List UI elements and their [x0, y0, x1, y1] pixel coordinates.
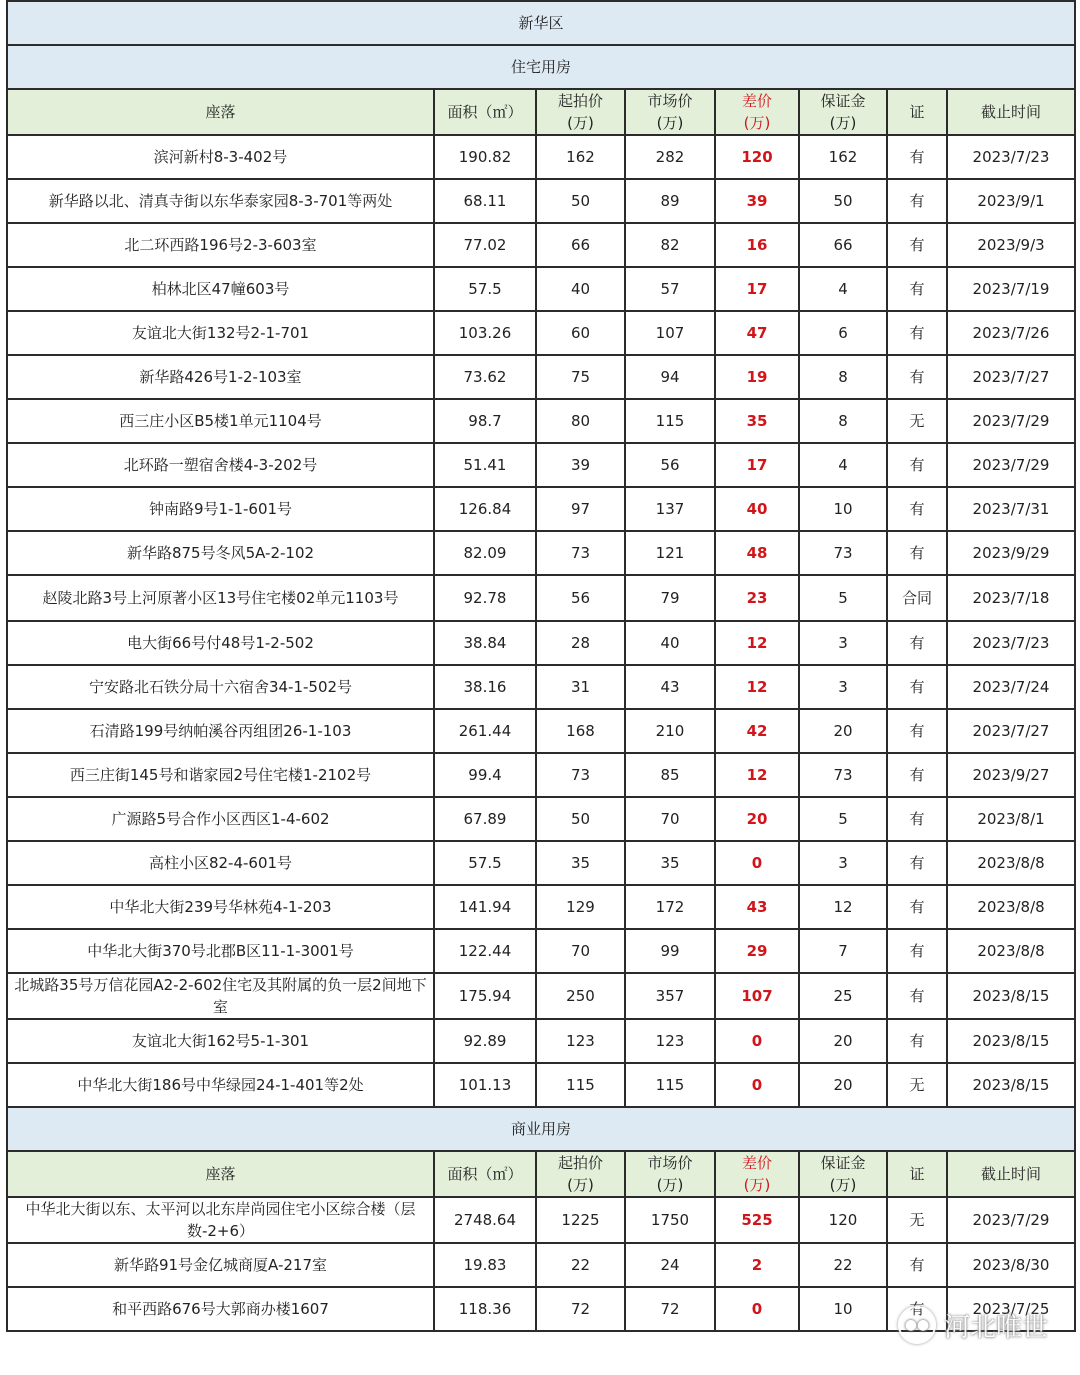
cell-deadline: 2023/7/23: [947, 135, 1075, 179]
cell-deposit: 50: [799, 179, 887, 223]
cell-market-price: 82: [625, 223, 715, 267]
cell-deposit: 3: [799, 621, 887, 665]
cell-start-price: 162: [536, 135, 625, 179]
cell-deposit: 8: [799, 355, 887, 399]
cell-start-price: 40: [536, 267, 625, 311]
cell-diff: 120: [715, 135, 799, 179]
cell-start-price: 72: [536, 1287, 625, 1331]
header-line: (万): [743, 1176, 771, 1194]
cell-diff: 35: [715, 399, 799, 443]
header-cert: 证: [887, 1151, 947, 1197]
cell-deadline: 2023/7/26: [947, 311, 1075, 355]
header-line: 起拍价: [557, 92, 603, 110]
cell-location: 中华北大街239号华林苑4-1-203: [7, 885, 434, 929]
header-area: 面积（㎡）: [434, 89, 536, 135]
cell-area: 19.83: [434, 1243, 536, 1287]
cell-cert: 有: [887, 709, 947, 753]
cell-deposit: 73: [799, 753, 887, 797]
header-start-price: [536, 1151, 625, 1197]
cell-deadline: 2023/7/25: [947, 1287, 1075, 1331]
cell-location: 新华路426号1-2-103室: [7, 355, 434, 399]
cell-area: 261.44: [434, 709, 536, 753]
cell-cert: 有: [887, 841, 947, 885]
header-deposit: [799, 89, 887, 135]
cell-market-price: 210: [625, 709, 715, 753]
header-line: 起拍价: [557, 1154, 603, 1172]
cell-location: 友谊北大街162号5-1-301: [7, 1019, 434, 1063]
section-title: 商业用房: [7, 1107, 1075, 1151]
auction-table: [6, 0, 1076, 1332]
cell-diff: 0: [715, 1019, 799, 1063]
header-line: (万): [567, 114, 594, 132]
cell-market-price: 57: [625, 267, 715, 311]
cell-start-price: 123: [536, 1019, 625, 1063]
cell-deposit: 25: [799, 973, 887, 1019]
watermark: [898, 1306, 1048, 1344]
header-deadline: 截止时间: [947, 1151, 1075, 1197]
cell-deposit: 20: [799, 1019, 887, 1063]
cell-deadline: 2023/7/31: [947, 487, 1075, 531]
cell-diff: 19: [715, 355, 799, 399]
cell-diff: 47: [715, 311, 799, 355]
cell-location: 新华路91号金亿城商厦A-217室: [7, 1243, 434, 1287]
header-location: 座落: [7, 1151, 434, 1197]
header-diff: [715, 1151, 799, 1197]
watermark-text: 河北唯世: [943, 1312, 1048, 1343]
cell-deposit: 12: [799, 885, 887, 929]
table-row: [7, 399, 1075, 443]
cell-market-price: 85: [625, 753, 715, 797]
cell-diff: 17: [715, 267, 799, 311]
cell-location: 和平西路676号大郭商办楼1607: [7, 1287, 434, 1331]
cell-diff: 48: [715, 531, 799, 575]
cell-area: 101.13: [434, 1063, 536, 1107]
cell-location: 钟南路9号1-1-601号: [7, 487, 434, 531]
cell-start-price: 56: [536, 575, 625, 621]
cell-market-price: 79: [625, 575, 715, 621]
cell-cert: 有: [887, 797, 947, 841]
cell-area: 38.16: [434, 665, 536, 709]
cell-deposit: 3: [799, 665, 887, 709]
cell-start-price: 66: [536, 223, 625, 267]
cell-diff: 16: [715, 223, 799, 267]
table-row: [7, 267, 1075, 311]
header-line: (万): [656, 114, 684, 132]
cell-start-price: 250: [536, 973, 625, 1019]
cell-market-price: 121: [625, 531, 715, 575]
header-line: 保证金: [820, 92, 866, 110]
cell-area: 57.5: [434, 841, 536, 885]
cell-start-price: 73: [536, 531, 625, 575]
cell-deposit: 6: [799, 311, 887, 355]
header-market-price: [625, 89, 715, 135]
cell-deadline: 2023/9/3: [947, 223, 1075, 267]
cell-location: 电大街66号付48号1-2-502: [7, 621, 434, 665]
cell-diff: 39: [715, 179, 799, 223]
cell-diff: 20: [715, 797, 799, 841]
header-deposit: [799, 1151, 887, 1197]
cell-deposit: 162: [799, 135, 887, 179]
cell-deposit: 4: [799, 443, 887, 487]
cell-start-price: 1225: [536, 1197, 625, 1243]
cell-market-price: 40: [625, 621, 715, 665]
cell-cert: 有: [887, 665, 947, 709]
cell-area: 68.11: [434, 179, 536, 223]
cell-deadline: 2023/7/29: [947, 399, 1075, 443]
cell-market-price: 35: [625, 841, 715, 885]
cell-diff: 107: [715, 973, 799, 1019]
cell-cert: 有: [887, 1243, 947, 1287]
cell-start-price: 31: [536, 665, 625, 709]
cell-cert: 有: [887, 443, 947, 487]
cell-market-price: 137: [625, 487, 715, 531]
cell-area: 57.5: [434, 267, 536, 311]
cell-deposit: 10: [799, 487, 887, 531]
cell-diff: 0: [715, 1063, 799, 1107]
cell-cert: 有: [887, 621, 947, 665]
table-row: [7, 665, 1075, 709]
table-body: [7, 1, 1075, 1331]
cell-location: 石清路199号纳帕溪谷丙组团26-1-103: [7, 709, 434, 753]
cell-deadline: 2023/8/1: [947, 797, 1075, 841]
cell-location: 赵陵北路3号上河原著小区13号住宅楼02单元1103号: [7, 575, 434, 621]
cell-location: 友谊北大街132号2-1-701: [7, 311, 434, 355]
cell-location: 新华路以北、清真寺街以东华泰家园8-3-701等两处: [7, 179, 434, 223]
cell-location: 宁安路北石铁分局十六宿舍34-1-502号: [7, 665, 434, 709]
cell-diff: 12: [715, 753, 799, 797]
cell-start-price: 35: [536, 841, 625, 885]
table-row: [7, 575, 1075, 621]
cell-location: 中华北大街以东、太平河以北东岸尚园住宅小区综合楼（层数-2+6）: [7, 1197, 434, 1243]
cell-location: 新华路875号冬风5A-2-102: [7, 531, 434, 575]
cell-diff: 0: [715, 841, 799, 885]
cell-location: 北二环西路196号2-3-603室: [7, 223, 434, 267]
table-row: [7, 753, 1075, 797]
cell-start-price: 50: [536, 179, 625, 223]
cell-location: 滨河新村8-3-402号: [7, 135, 434, 179]
cell-deadline: 2023/7/27: [947, 709, 1075, 753]
cell-deadline: 2023/7/19: [947, 267, 1075, 311]
cell-cert: 有: [887, 179, 947, 223]
table-row: [7, 929, 1075, 973]
cell-deposit: 10: [799, 1287, 887, 1331]
header-line: (万): [829, 114, 857, 132]
cell-deadline: 2023/9/27: [947, 753, 1075, 797]
cell-start-price: 80: [536, 399, 625, 443]
cell-deadline: 2023/9/29: [947, 531, 1075, 575]
cell-start-price: 70: [536, 929, 625, 973]
cell-deposit: 3: [799, 841, 887, 885]
table-row: [7, 443, 1075, 487]
cell-market-price: 1750: [625, 1197, 715, 1243]
header-row: [7, 89, 1075, 135]
header-market-price: [625, 1151, 715, 1197]
cell-cert: 有: [887, 1019, 947, 1063]
cell-diff: 17: [715, 443, 799, 487]
cell-cert: 有: [887, 267, 947, 311]
cell-area: 99.4: [434, 753, 536, 797]
cell-area: 67.89: [434, 797, 536, 841]
header-line: (万): [743, 114, 771, 132]
cell-deposit: 120: [799, 1197, 887, 1243]
cell-start-price: 129: [536, 885, 625, 929]
cell-market-price: 99: [625, 929, 715, 973]
header-line: (万): [829, 1176, 857, 1194]
table-row: [7, 135, 1075, 179]
cell-diff: 12: [715, 665, 799, 709]
header-line: 市场价: [647, 1154, 693, 1172]
cell-deadline: 2023/7/24: [947, 665, 1075, 709]
cell-cert: 有: [887, 1287, 947, 1331]
cell-location: 中华北大街370号北郡B区11-1-3001号: [7, 929, 434, 973]
cell-diff: 43: [715, 885, 799, 929]
cell-cert: 有: [887, 135, 947, 179]
cell-cert: 有: [887, 885, 947, 929]
section-title: 住宅用房: [7, 45, 1075, 89]
cell-market-price: 70: [625, 797, 715, 841]
header-line: 差价: [741, 1154, 772, 1172]
cell-deposit: 5: [799, 575, 887, 621]
cell-deadline: 2023/8/15: [947, 1063, 1075, 1107]
cell-area: 82.09: [434, 531, 536, 575]
cell-diff: 42: [715, 709, 799, 753]
table-row: [7, 841, 1075, 885]
cell-area: 77.02: [434, 223, 536, 267]
cell-start-price: 168: [536, 709, 625, 753]
cell-diff: 525: [715, 1197, 799, 1243]
cell-area: 73.62: [434, 355, 536, 399]
header-location: 座落: [7, 89, 434, 135]
header-row: [7, 1151, 1075, 1197]
cell-market-price: 72: [625, 1287, 715, 1331]
cell-deposit: 4: [799, 267, 887, 311]
cell-deposit: 73: [799, 531, 887, 575]
section-title-row: [7, 1107, 1075, 1151]
district-title: 新华区: [7, 1, 1075, 45]
table-row: [7, 1063, 1075, 1107]
cell-market-price: 282: [625, 135, 715, 179]
cell-start-price: 115: [536, 1063, 625, 1107]
table-row: [7, 709, 1075, 753]
cell-deadline: 2023/7/23: [947, 621, 1075, 665]
cell-deadline: 2023/8/15: [947, 1019, 1075, 1063]
cell-area: 190.82: [434, 135, 536, 179]
cell-start-price: 28: [536, 621, 625, 665]
cell-location: 高柱小区82-4-601号: [7, 841, 434, 885]
cell-cert: 有: [887, 929, 947, 973]
cell-deposit: 8: [799, 399, 887, 443]
cell-deadline: 2023/7/18: [947, 575, 1075, 621]
header-line: 市场价: [647, 92, 693, 110]
cell-market-price: 24: [625, 1243, 715, 1287]
cell-cert: 有: [887, 355, 947, 399]
header-line: 差价: [741, 92, 772, 110]
cell-area: 38.84: [434, 621, 536, 665]
cell-market-price: 115: [625, 1063, 715, 1107]
cell-area: 2748.64: [434, 1197, 536, 1243]
header-start-price: [536, 89, 625, 135]
table-row: [7, 531, 1075, 575]
cell-location: 广源路5号合作小区西区1-4-602: [7, 797, 434, 841]
cell-market-price: 107: [625, 311, 715, 355]
cell-start-price: 39: [536, 443, 625, 487]
cell-market-price: 357: [625, 973, 715, 1019]
cell-deadline: 2023/7/27: [947, 355, 1075, 399]
cell-cert: 有: [887, 223, 947, 267]
cell-diff: 2: [715, 1243, 799, 1287]
table-row: [7, 797, 1075, 841]
cell-deadline: 2023/8/8: [947, 929, 1075, 973]
header-line: 保证金: [820, 1154, 866, 1172]
cell-start-price: 22: [536, 1243, 625, 1287]
cell-start-price: 50: [536, 797, 625, 841]
cell-cert: 合同: [887, 575, 947, 621]
cell-market-price: 115: [625, 399, 715, 443]
cell-area: 122.44: [434, 929, 536, 973]
header-line: (万): [656, 1176, 684, 1194]
cell-deposit: 66: [799, 223, 887, 267]
cell-cert: 有: [887, 531, 947, 575]
cell-start-price: 73: [536, 753, 625, 797]
table-row: [7, 487, 1075, 531]
cell-cert: 有: [887, 753, 947, 797]
cell-market-price: 89: [625, 179, 715, 223]
cell-deadline: 2023/7/29: [947, 443, 1075, 487]
cell-deposit: 20: [799, 1063, 887, 1107]
cell-market-price: 56: [625, 443, 715, 487]
table-row: [7, 223, 1075, 267]
cell-start-price: 75: [536, 355, 625, 399]
header-line: (万): [567, 1176, 594, 1194]
cell-cert: 有: [887, 487, 947, 531]
cell-start-price: 97: [536, 487, 625, 531]
table-row: [7, 1019, 1075, 1063]
cell-deposit: 7: [799, 929, 887, 973]
cell-area: 92.89: [434, 1019, 536, 1063]
cell-market-price: 123: [625, 1019, 715, 1063]
cell-cert: 无: [887, 1063, 947, 1107]
table-row: [7, 885, 1075, 929]
cell-location: 北环路一塑宿舍楼4-3-202号: [7, 443, 434, 487]
cell-location: 北城路35号万信花园A2-2-602住宅及其附属的负一层2间地下室: [7, 973, 434, 1019]
cell-diff: 0: [715, 1287, 799, 1331]
table-row: [7, 179, 1075, 223]
cell-area: 141.94: [434, 885, 536, 929]
cell-location: 西三庄小区B5楼1单元1104号: [7, 399, 434, 443]
cell-deadline: 2023/8/15: [947, 973, 1075, 1019]
cell-deadline: 2023/7/29: [947, 1197, 1075, 1243]
cell-area: 92.78: [434, 575, 536, 621]
table-row: [7, 355, 1075, 399]
cell-diff: 12: [715, 621, 799, 665]
cell-market-price: 43: [625, 665, 715, 709]
cell-location: 西三庄街145号和谐家园2号住宅楼1-2102号: [7, 753, 434, 797]
cell-deadline: 2023/8/30: [947, 1243, 1075, 1287]
table-row: [7, 621, 1075, 665]
cell-area: 51.41: [434, 443, 536, 487]
cell-deposit: 20: [799, 709, 887, 753]
cell-area: 118.36: [434, 1287, 536, 1331]
cell-area: 175.94: [434, 973, 536, 1019]
cell-diff: 29: [715, 929, 799, 973]
cell-diff: 40: [715, 487, 799, 531]
cell-deadline: 2023/8/8: [947, 885, 1075, 929]
cell-location: 中华北大街186号中华绿园24-1-401等2处: [7, 1063, 434, 1107]
cell-area: 126.84: [434, 487, 536, 531]
district-row: [7, 1, 1075, 45]
cell-deposit: 5: [799, 797, 887, 841]
cell-cert: 有: [887, 311, 947, 355]
cell-start-price: 60: [536, 311, 625, 355]
cell-deadline: 2023/8/8: [947, 841, 1075, 885]
cell-deadline: 2023/9/1: [947, 179, 1075, 223]
header-deadline: 截止时间: [947, 89, 1075, 135]
cell-cert: 无: [887, 399, 947, 443]
table-row: [7, 973, 1075, 1019]
cell-market-price: 94: [625, 355, 715, 399]
cell-market-price: 172: [625, 885, 715, 929]
header-cert: 证: [887, 89, 947, 135]
cell-area: 103.26: [434, 311, 536, 355]
cell-deposit: 22: [799, 1243, 887, 1287]
cell-cert: 有: [887, 973, 947, 1019]
table-row: [7, 1243, 1075, 1287]
cell-cert: 无: [887, 1197, 947, 1243]
cell-diff: 23: [715, 575, 799, 621]
header-area: 面积（㎡）: [434, 1151, 536, 1197]
table-row: [7, 1197, 1075, 1243]
wechat-icon: ●●: [898, 1306, 936, 1344]
cell-location: 柏林北区47幢603号: [7, 267, 434, 311]
header-diff: [715, 89, 799, 135]
section-title-row: [7, 45, 1075, 89]
table-row: [7, 311, 1075, 355]
cell-area: 98.7: [434, 399, 536, 443]
